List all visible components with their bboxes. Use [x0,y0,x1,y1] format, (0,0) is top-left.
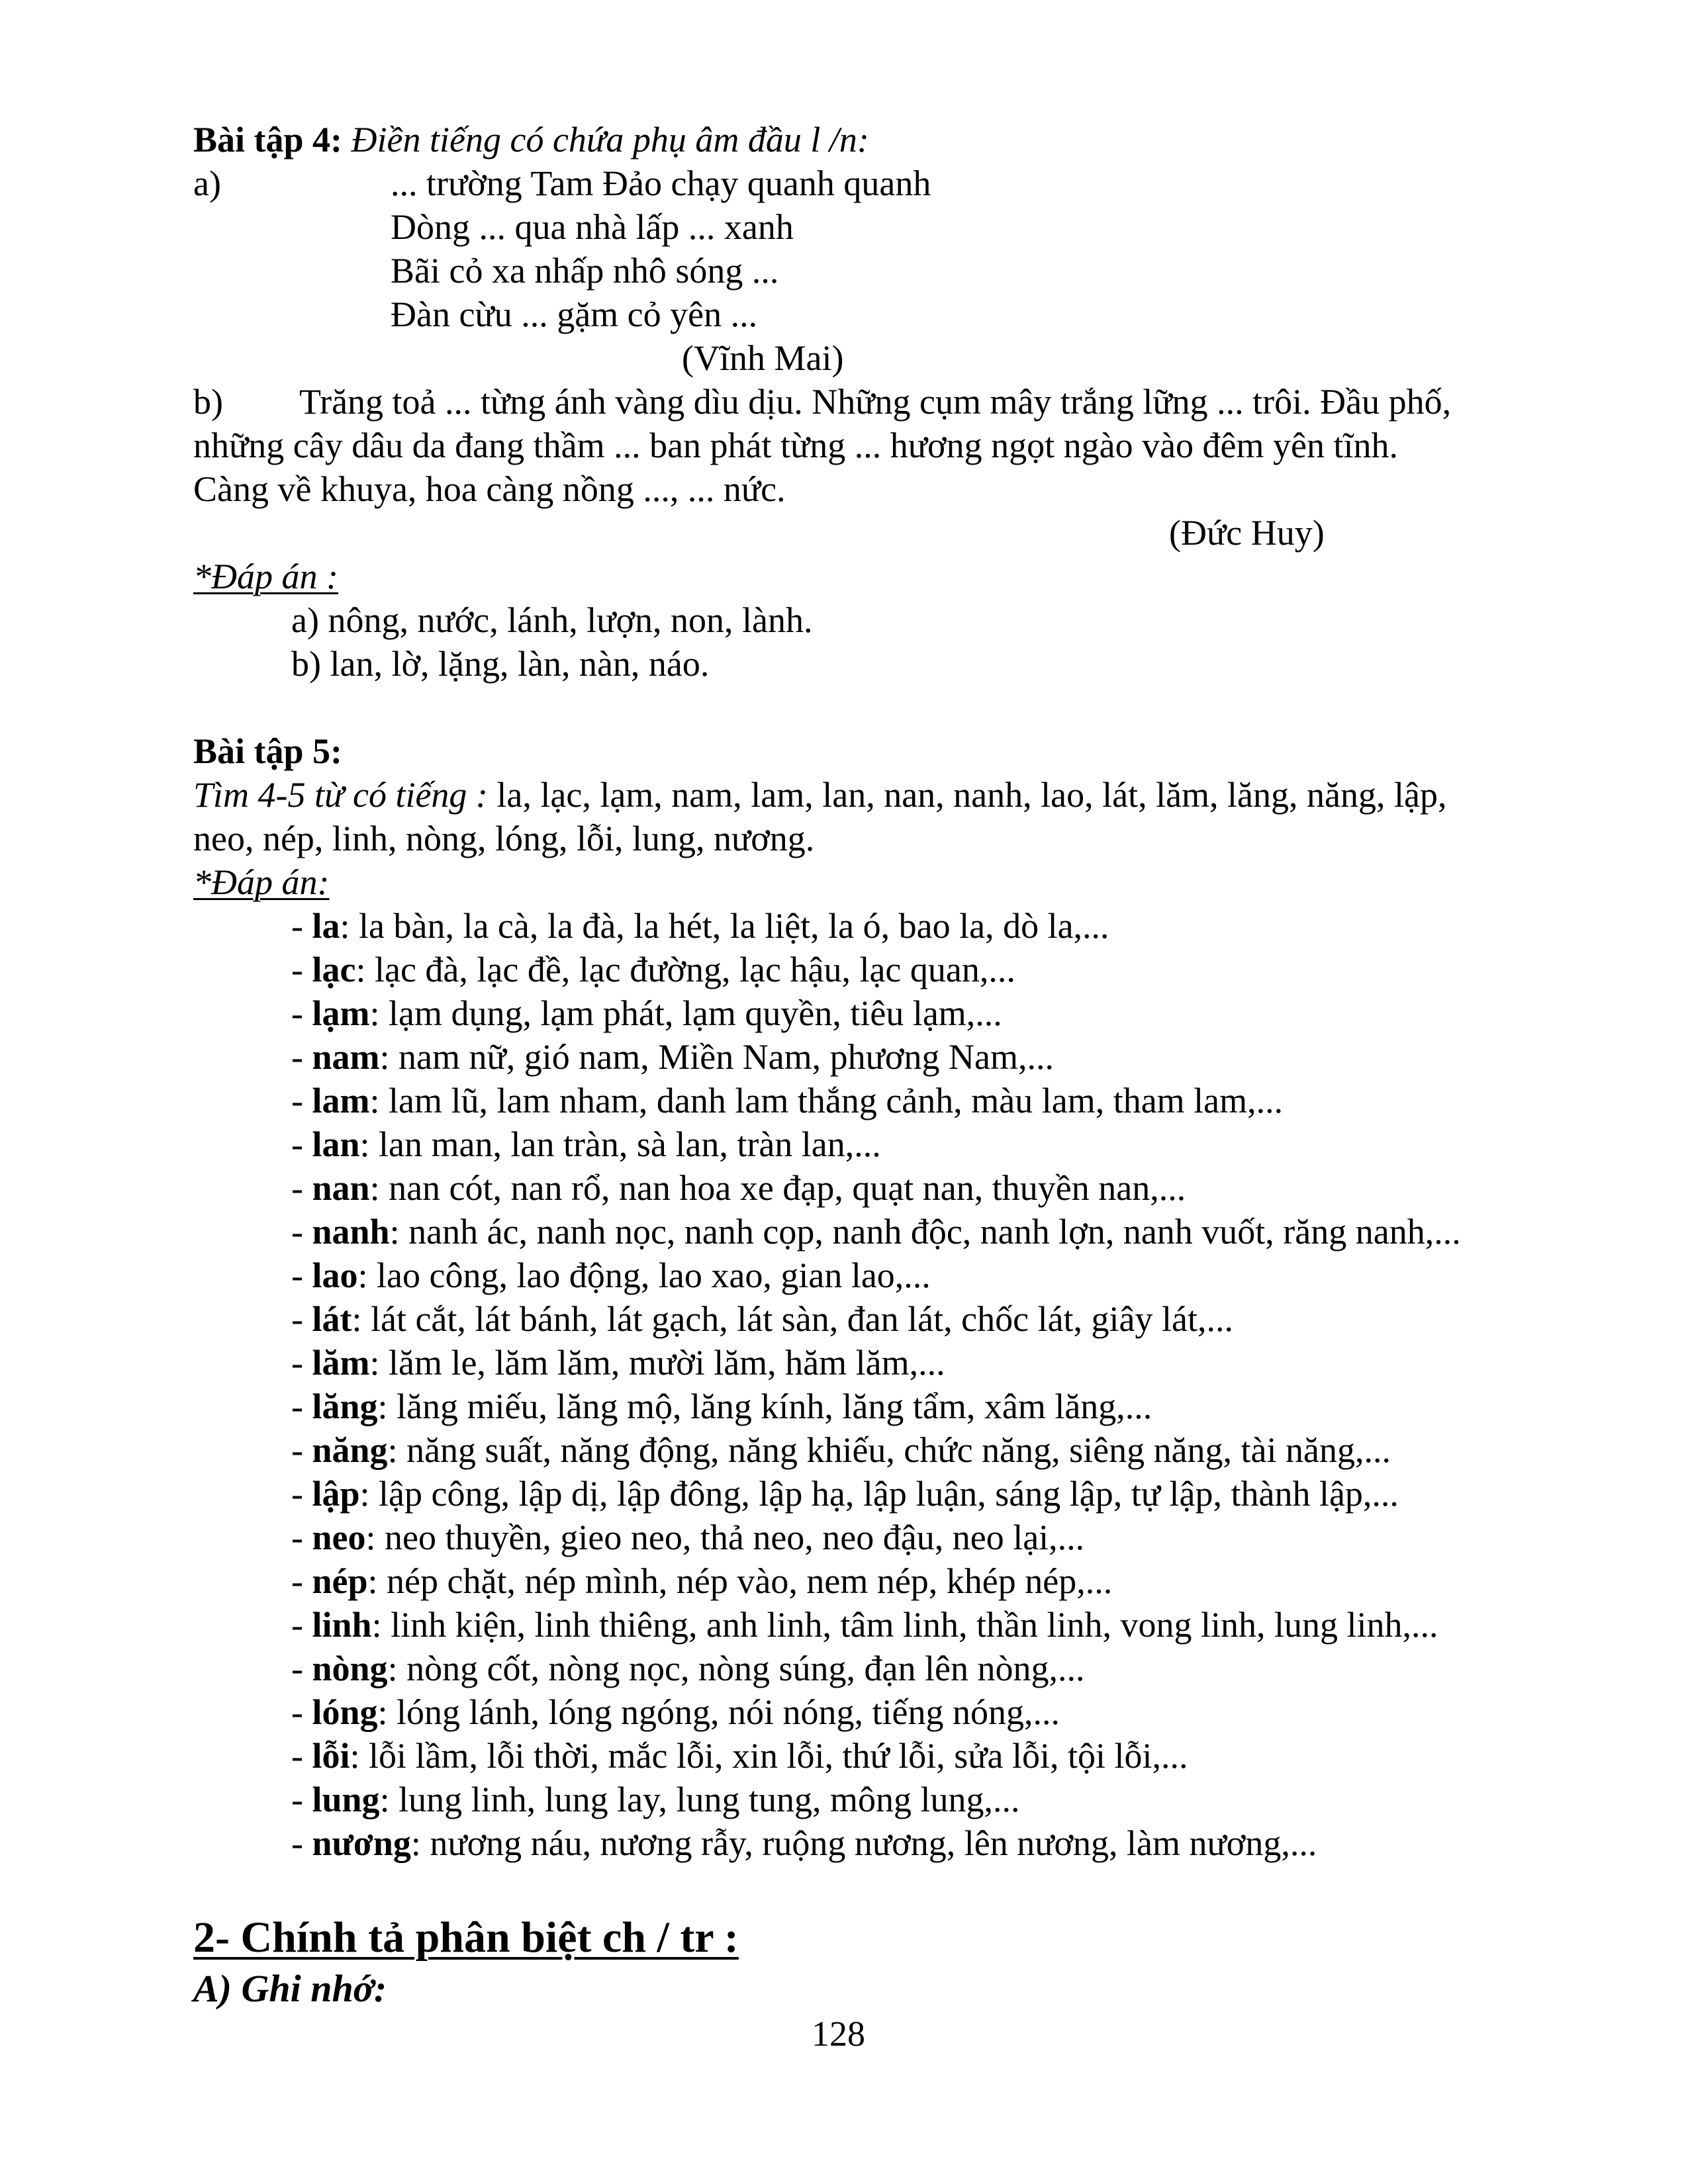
list-item-key: nam [312,1037,380,1077]
list-item-text: : lập công, lập dị, lập đông, lập hạ, lập luận, sáng lập, tự lập, thành lập,... [359,1474,1399,1514]
list-item: - lan: lan man, lan tràn, sà lan, tràn lan,... [291,1124,881,1164]
list-item-key: lát [312,1299,352,1339]
list-item: - lập: lập công, lập dị, lập đông, lập hạ, lập luận, sáng lập, tự lập, thành lập,... [291,1474,1399,1514]
list-item: - lam: lam lũ, lam nham, danh lam thắng cảnh, màu lam, tham lam,... [291,1081,1284,1120]
list-item-text: : linh kiện, linh thiêng, anh linh, tâm linh, thần linh, vong linh, lung linh,... [371,1605,1438,1645]
list-item: - nương: nương náu, nương rẫy, ruộng nương, lên nương, làm nương,... [291,1823,1317,1863]
list-item-text: : lăm le, lăm lăm, mười lăm, hăm lăm,... [369,1343,945,1383]
list-item: - lăng: lăng miếu, lăng mộ, lăng kính, lăng tẩm, xâm lăng,... [291,1387,1152,1426]
poem-author: (Vĩnh Mai) [682,338,844,378]
list-item-text: : nanh ác, nanh nọc, nanh cọp, nanh độc, nanh lợn, nanh vuốt, răng nanh,... [389,1212,1461,1251]
poem-line-1: ... trường Tam Đảo chạy quanh quanh [391,163,931,203]
list-item: - lạm: lạm dụng, lạm phát, lạm quyền, tiêu lạm,... [291,993,1002,1033]
list-item: - lao: lao công, lao động, lao xao, gian lao,... [291,1255,931,1295]
exercise-5-prompt-italic: Tìm 4-5 từ có tiếng : [193,775,488,815]
answer-4b: b) lan, lờ, lặng, làn, nàn, náo. [291,644,710,684]
part-a-label: a) [193,163,221,203]
list-item-text: : nam nữ, gió nam, Miền Nam, phương Nam,... [379,1037,1054,1077]
list-item-key: neo [312,1518,366,1557]
page-number: 128 [812,2014,865,2054]
list-item: - nam: nam nữ, gió nam, Miền Nam, phương Nam,... [291,1037,1054,1077]
exercise-4-instruction: Điền tiếng có chứa phụ âm đầu l /n: [351,120,869,159]
list-item: - neo: neo thuyền, gieo neo, thả neo, neo đậu, neo lại,... [291,1518,1085,1557]
list-item-text: : lung linh, lung lay, lung tung, mông lung,... [379,1780,1020,1819]
list-item: - lóng: lóng lánh, lóng ngóng, nói nóng, tiếng nóng,... [291,1692,1060,1732]
list-item-key: nanh [312,1212,390,1251]
poem-line-2: Dòng ... qua nhà lấp ... xanh [391,207,794,247]
list-item-key: năng [312,1430,388,1470]
list-item-key: lan [312,1124,360,1164]
list-item: - nanh: nanh ác, nanh nọc, nanh cọp, nanh độc, nanh lợn, nanh vuốt, răng nanh,... [291,1212,1461,1251]
list-item: - lung: lung linh, lung lay, lung tung, mông lung,... [291,1780,1020,1819]
list-item-key: nương [312,1823,411,1863]
list-item-text: : lăng miếu, lăng mộ, lăng kính, lăng tẩm, xâm lăng,... [377,1387,1152,1426]
answer-label-4: *Đáp án : [193,557,338,596]
list-item: - nòng: nòng cốt, nòng nọc, nòng súng, đạn lên nòng,... [291,1649,1085,1688]
list-item-text: : nòng cốt, nòng nọc, nòng súng, đạn lên nòng,... [387,1649,1085,1688]
list-item-text: : lao công, lao động, lao xao, gian lao,... [357,1255,931,1295]
list-item-text: : nương náu, nương rẫy, ruộng nương, lên nương, làm nương,... [410,1823,1317,1863]
list-item: - lăm: lăm le, lăm lăm, mười lăm, hăm lăm,... [291,1343,945,1383]
exercise-4-title [193,118,869,161]
list-item-key: lạm [312,993,370,1033]
list-item: - nép: nép chặt, nép mình, nép vào, nem nép, khép nép,... [291,1561,1113,1601]
list-item-key: linh [312,1605,372,1645]
exercise-5-title: Bài tập 5: [193,731,343,771]
list-item-key: lung [312,1780,380,1819]
list-item-key: lăng [312,1387,378,1426]
list-item: - nan: nan cót, nan rổ, nan hoa xe đạp, quạt nan, thuyền nan,... [291,1168,1186,1208]
answer-4a: a) nông, nước, lánh, lượn, non, lành. [291,600,813,640]
list-item: - năng: năng suất, năng động, năng khiếu, chức năng, siêng năng, tài năng,... [291,1430,1391,1470]
list-item: - linh: linh kiện, linh thiêng, anh linh, tâm linh, thần linh, vong linh, lung linh,... [291,1605,1438,1645]
list-item-text: : la bàn, la cà, la đà, la hét, la liệt, la ó, bao la, dò la,... [340,906,1109,946]
list-item-text: : nép chặt, nép mình, nép vào, nem nép, khép nép,... [367,1561,1113,1601]
list-item-text: : neo thuyền, gieo neo, thả neo, neo đậu, neo lại,... [365,1518,1085,1557]
list-item-key: lóng [312,1692,378,1732]
list-item-key: nan [312,1168,370,1208]
list-item-text: : lan man, lan tràn, sà lan, tràn lan,... [359,1124,881,1164]
list-item: - lạc: lạc đà, lạc đề, lạc đường, lạc hậu, lạc quan,... [291,950,1015,989]
passage-line-3: Càng về khuya, hoa càng nồng ..., ... nức. [193,469,786,509]
list-item-key: nòng [312,1649,388,1688]
list-item-key: lỗi [312,1736,350,1776]
list-item-text: : lỗi lầm, lỗi thời, mắc lỗi, xin lỗi, thứ lỗi, sửa lỗi, tội lỗi,... [350,1736,1188,1776]
exercise-5-prompt-words: la, lạc, lạm, nam, lam, lan, nan, nanh, lao, lát, lăm, lăng, năng, lập, [487,775,1447,815]
part-b-label: b) [193,382,223,422]
passage-line-2: những cây dâu da đang thầm ... ban phát từng ... hương ngọt ngào vào đêm yên tĩnh. [193,426,1398,465]
list-item: - la: la bàn, la cà, la đà, la hét, la liệt, la ó, bao la, dò la,... [291,906,1109,946]
list-item-text: : lát cắt, lát bánh, lát gạch, lát sàn, đan lát, chốc lát, giây lát,... [352,1299,1234,1339]
list-item-text: : lạm dụng, lạm phát, lạm quyền, tiêu lạm,... [369,993,1002,1033]
list-item-text: : lam lũ, lam nham, danh lam thắng cảnh, màu lam, tham lam,... [369,1081,1284,1120]
list-item-key: lao [312,1255,358,1295]
list-item: - lát: lát cắt, lát bánh, lát gạch, lát sàn, đan lát, chốc lát, giây lát,... [291,1299,1234,1339]
passage-line-1: Trăng toả ... từng ánh vàng dìu dịu. Những cụm mây trắng lững ... trôi. Đầu phố, [299,382,1452,422]
list-item-key: nép [312,1561,368,1601]
passage-author: (Đức Huy) [1169,513,1325,553]
section-2-subtitle: A) Ghi nhớ: [193,1967,387,2010]
poem-line-3: Bãi cỏ xa nhấp nhô sóng ... [391,251,779,291]
list-item-key: la [312,906,340,946]
list-item-key: lạc [312,950,356,989]
list-item-text: : năng suất, năng động, năng khiếu, chức năng, siêng năng, tài năng,... [387,1430,1391,1470]
exercise-4-label: Bài tập 4: [193,120,343,159]
exercise-5-prompt [193,773,1446,817]
list-item-text: : nan cót, nan rổ, nan hoa xe đạp, quạt nan, thuyền nan,... [369,1168,1186,1208]
poem-line-4: Đàn cừu ... gặm cỏ yên ... [391,295,758,334]
list-item-key: lam [312,1081,370,1120]
exercise-5-prompt-line-2: neo, nép, linh, nòng, lóng, lỗi, lung, nương. [193,819,815,858]
section-2-title: 2- Chính tả phân biệt ch / tr : [193,1913,739,1962]
list-item-text: : lạc đà, lạc đề, lạc đường, lạc hậu, lạc quan,... [355,950,1015,989]
list-item-key: lập [312,1474,360,1514]
list-item-text: : lóng lánh, lóng ngóng, nói nóng, tiếng nóng,... [377,1692,1060,1732]
list-item-key: lăm [312,1343,370,1383]
answer-label-5: *Đáp án: [193,862,330,902]
list-item: - lỗi: lỗi lầm, lỗi thời, mắc lỗi, xin lỗi, thứ lỗi, sửa lỗi, tội lỗi,... [291,1736,1188,1776]
